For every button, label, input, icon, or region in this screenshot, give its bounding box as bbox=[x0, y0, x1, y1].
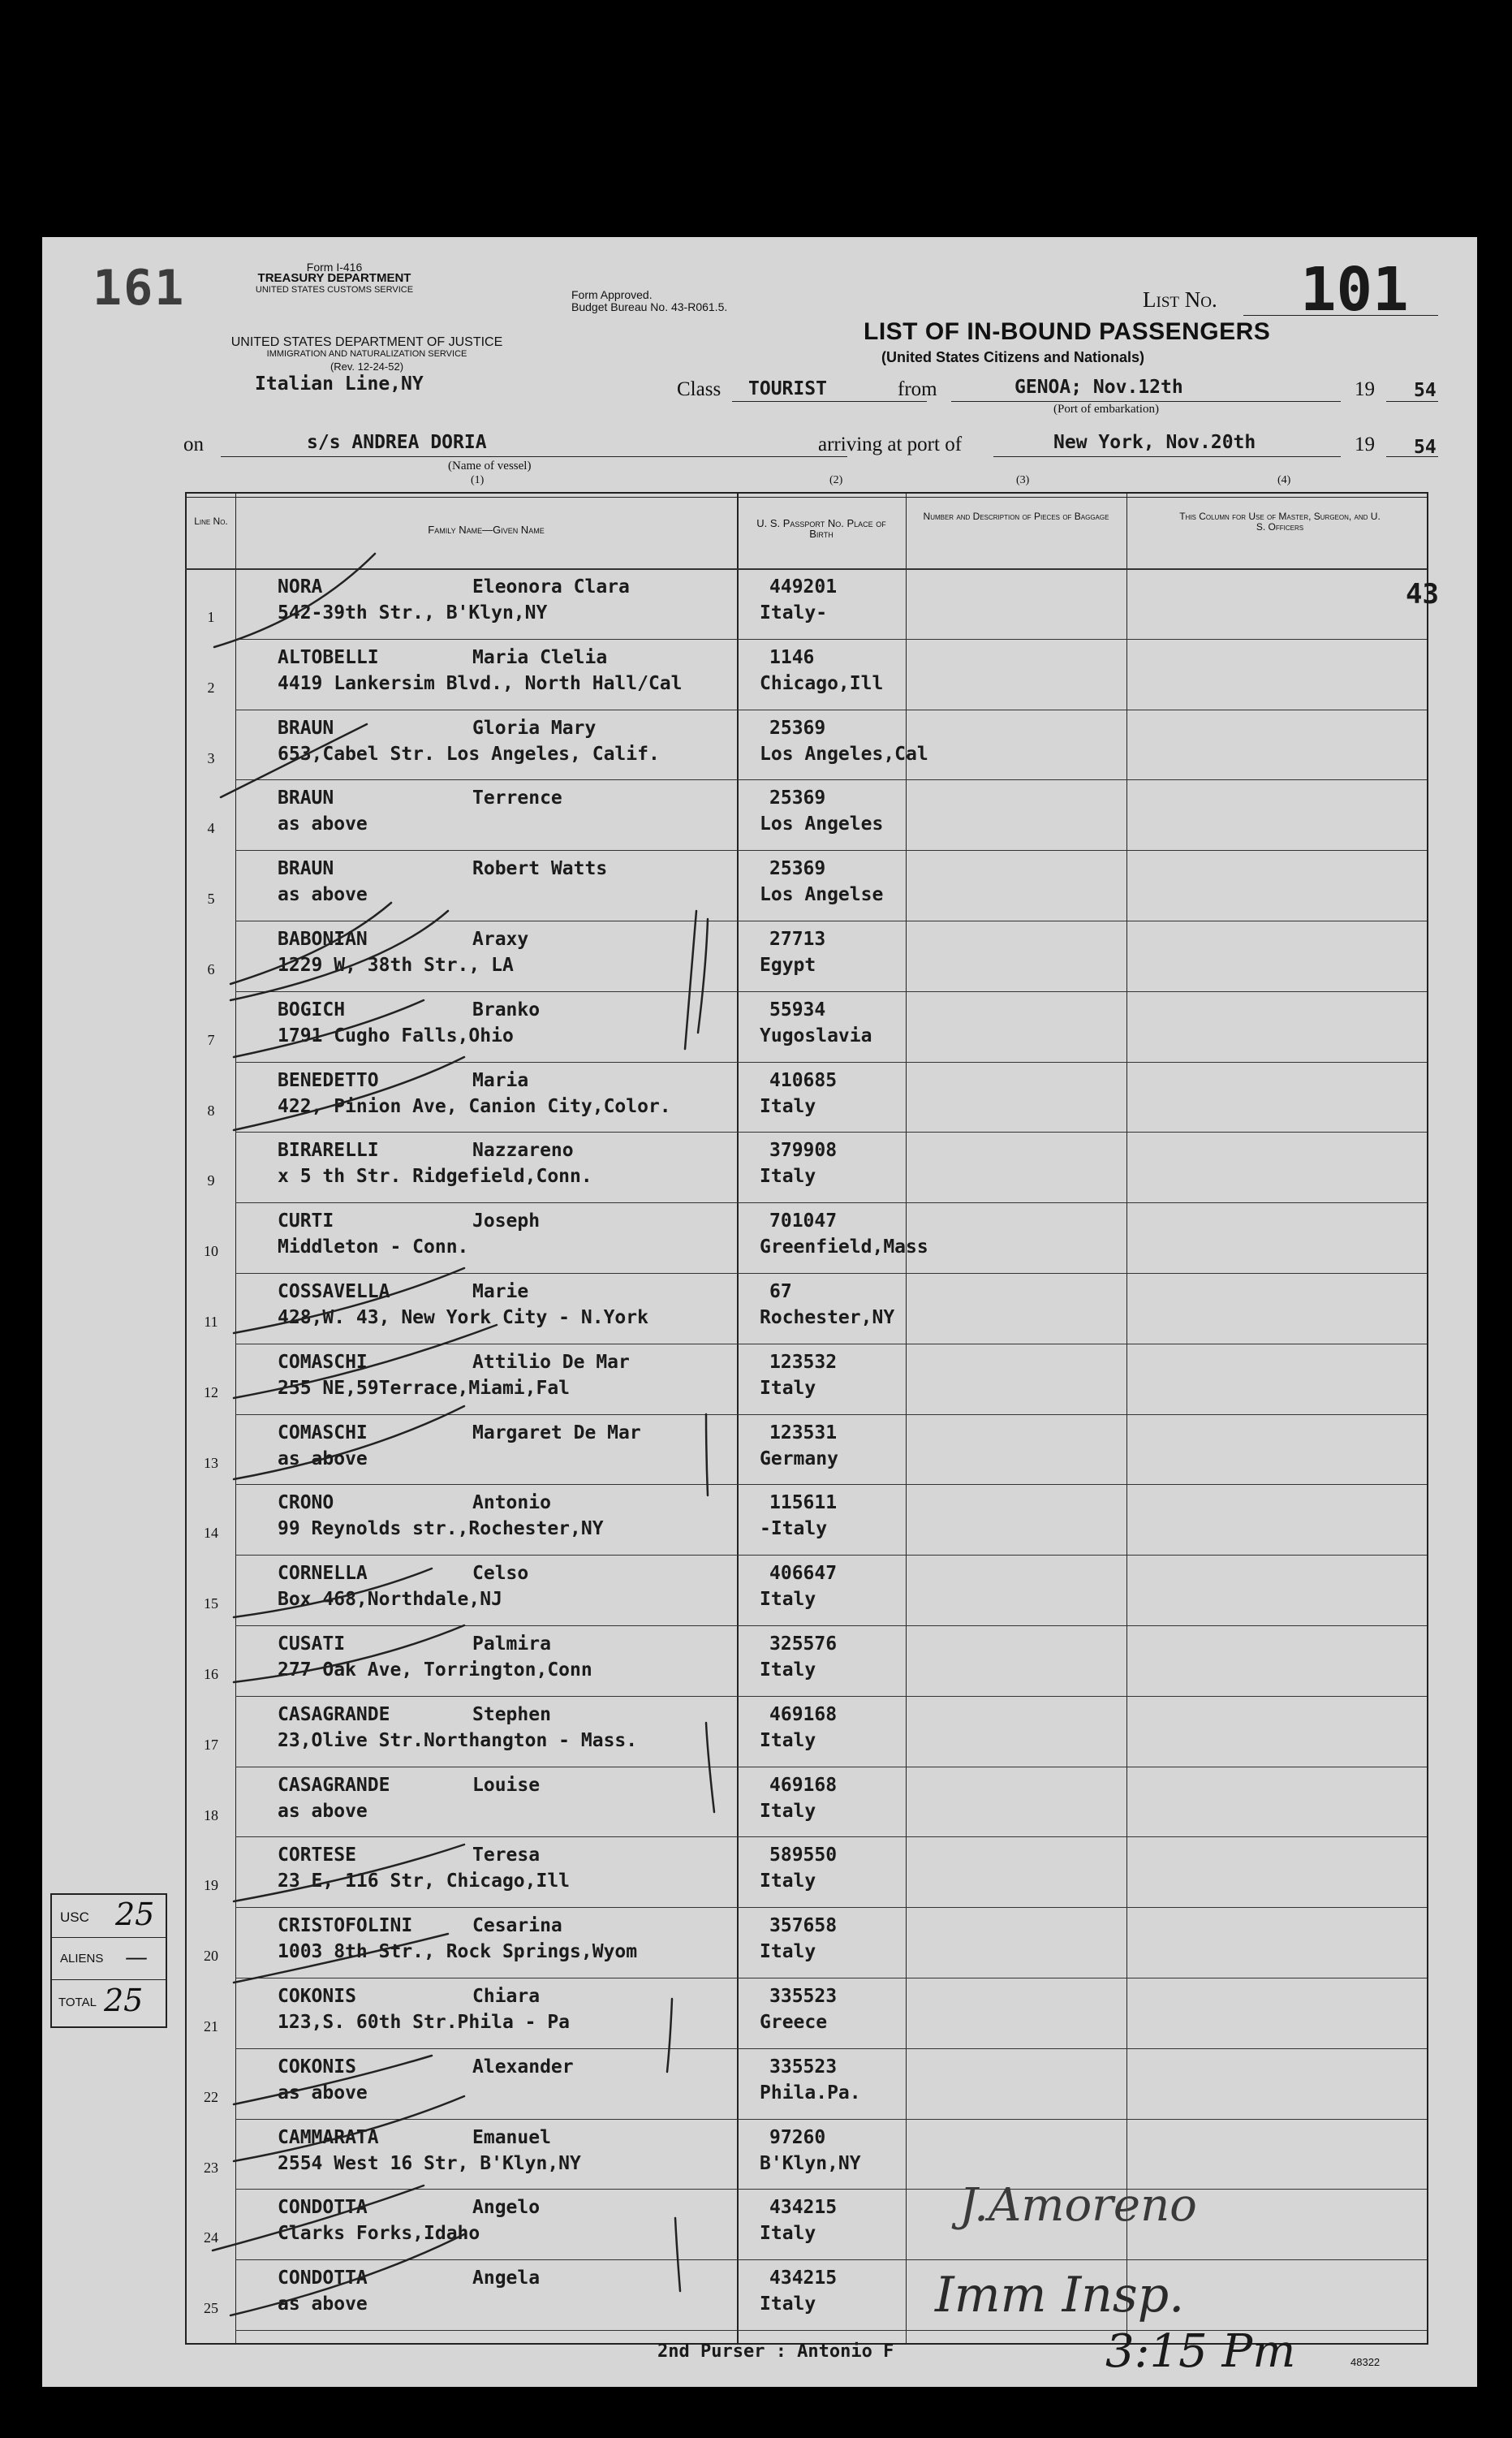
signature-2: Imm Insp. bbox=[935, 2267, 1185, 2324]
port-embarkation-label: (Port of embarkation) bbox=[1053, 403, 1159, 416]
form-number: Form I-416 bbox=[306, 261, 363, 274]
passport-number: 123531 bbox=[769, 1422, 838, 1443]
given-name: Alexander bbox=[472, 2056, 574, 2078]
place-of-birth: Italy bbox=[760, 1941, 816, 1963]
check-marks bbox=[42, 237, 1477, 2387]
given-name: Antonio bbox=[472, 1492, 551, 1514]
manifest-sheet bbox=[42, 237, 1477, 2387]
passport-number: 434215 bbox=[769, 2197, 838, 2219]
line-number: 23 bbox=[204, 2159, 218, 2176]
column-header-passport: U. S. Passport No. Place of Birth bbox=[756, 517, 886, 540]
page-count-note: 43 bbox=[1406, 578, 1439, 611]
passport-number: 25369 bbox=[769, 717, 826, 739]
passport-number: 115611 bbox=[769, 1492, 838, 1514]
line-number: 2 bbox=[207, 679, 215, 696]
list-no-value: 101 bbox=[1300, 255, 1409, 325]
family-name: CONDOTTA bbox=[278, 2197, 368, 2219]
line-number: 5 bbox=[207, 891, 215, 908]
given-name: Louise bbox=[472, 1774, 541, 1796]
given-name: Stephen bbox=[472, 1703, 551, 1725]
family-name: COMASCHI bbox=[278, 1422, 368, 1443]
address: 4419 Lankersim Blvd., North Hall/Cal bbox=[278, 672, 683, 694]
passport-number: 379908 bbox=[769, 1140, 838, 1162]
given-name: Cesarina bbox=[472, 1915, 562, 1937]
given-name: Branko bbox=[472, 999, 541, 1021]
family-name: CRISTOFOLINI bbox=[278, 1915, 413, 1937]
family-name: CORTESE bbox=[278, 1845, 356, 1866]
family-name: BRAUN bbox=[278, 858, 334, 880]
line-number: 3 bbox=[207, 749, 215, 766]
aliens-label: ALIENS bbox=[60, 1952, 104, 1966]
line-number: 19 bbox=[204, 1877, 218, 1894]
line-number: 24 bbox=[204, 2229, 218, 2246]
line-number: 21 bbox=[204, 2018, 218, 2035]
budget-bureau: Budget Bureau No. 43-R061.5. bbox=[571, 300, 728, 313]
address: 99 Reynolds str.,Rochester,NY bbox=[278, 1518, 604, 1540]
column-header-officers: This Column for Use of Master, Surgeon, and U. S. Officers bbox=[1179, 511, 1381, 533]
passport-number: 449201 bbox=[769, 576, 838, 598]
line-number: 12 bbox=[204, 1383, 218, 1400]
place-of-birth: B'Klyn,NY bbox=[760, 2152, 861, 2174]
address: Box 468,Northdale,NJ bbox=[278, 1589, 502, 1611]
given-name: Teresa bbox=[472, 1845, 541, 1866]
family-name: BIRARELLI bbox=[278, 1140, 379, 1162]
treasury-dept: TREASURY DEPARTMENT bbox=[257, 271, 411, 285]
purser-line: 2nd Purser : Antonio F bbox=[657, 2341, 894, 2362]
passport-number: 434215 bbox=[769, 2268, 838, 2289]
passport-number: 325576 bbox=[769, 1633, 838, 1655]
customs-service: UNITED STATES CUSTOMS SERVICE bbox=[255, 285, 414, 295]
address: x 5 th Str. Ridgefield,Conn. bbox=[278, 1166, 592, 1188]
place-of-birth: Italy bbox=[760, 2293, 816, 2315]
address: as above bbox=[278, 1800, 368, 1822]
place-of-birth: Italy bbox=[760, 1871, 816, 1892]
family-name: BOGICH bbox=[278, 999, 346, 1021]
line-number: 14 bbox=[204, 1525, 218, 1542]
line-number: 11 bbox=[204, 1314, 218, 1330]
line-number: 10 bbox=[204, 1243, 218, 1260]
passport-number: 67 bbox=[769, 1281, 792, 1302]
col2-marker: (2) bbox=[829, 474, 843, 486]
family-name: CONDOTTA bbox=[278, 2268, 368, 2289]
place-of-birth: Egypt bbox=[760, 955, 816, 976]
aliens-value: — bbox=[125, 1944, 148, 1970]
total-value: 25 bbox=[104, 1983, 144, 2018]
address: 653,Cabel Str. Los Angeles, Calif. bbox=[278, 743, 660, 765]
family-name: CORNELLA bbox=[278, 1563, 368, 1585]
line-number: 9 bbox=[207, 1172, 215, 1189]
line-number: 25 bbox=[204, 2300, 218, 2317]
given-name: Joseph bbox=[472, 1210, 541, 1232]
signature-1: J.Amoreno bbox=[959, 2179, 1197, 2232]
address: as above bbox=[278, 1448, 368, 1469]
line-number: 17 bbox=[204, 1736, 218, 1753]
passport-number: 357658 bbox=[769, 1915, 838, 1937]
line-number: 22 bbox=[204, 2088, 218, 2105]
line-number: 6 bbox=[207, 961, 215, 977]
line-number: 20 bbox=[204, 1948, 218, 1965]
family-name: COSSAVELLA bbox=[278, 1281, 390, 1302]
family-name: BABONIAN bbox=[278, 929, 368, 950]
address: as above bbox=[278, 2293, 368, 2315]
family-name: CRONO bbox=[278, 1492, 334, 1514]
family-name: BRAUN bbox=[278, 787, 334, 809]
line-number: 7 bbox=[207, 1031, 215, 1048]
address: 123,S. 60th Str.Phila - Pa bbox=[278, 2012, 571, 2033]
passport-number: 335523 bbox=[769, 1986, 838, 2007]
family-name: BENEDETTO bbox=[278, 1069, 379, 1091]
given-name: Attilio De Mar bbox=[472, 1351, 630, 1373]
list-no-label: List No. bbox=[1143, 287, 1217, 312]
printer-code: 48322 bbox=[1350, 2356, 1381, 2368]
place-of-birth: Italy- bbox=[760, 602, 828, 624]
passport-number: 410685 bbox=[769, 1069, 838, 1091]
list-title: LIST OF IN-BOUND PASSENGERS bbox=[864, 318, 1271, 345]
given-name: Maria Clelia bbox=[472, 646, 608, 668]
given-name: Celso bbox=[472, 1563, 529, 1585]
given-name: Chiara bbox=[472, 1986, 541, 2007]
place-of-birth: Greece bbox=[760, 2012, 828, 2033]
address: as above bbox=[278, 884, 368, 906]
address: 542-39th Str., B'Klyn,NY bbox=[278, 602, 548, 624]
given-name: Eleonora Clara bbox=[472, 576, 630, 598]
place-of-birth: Phila.Pa. bbox=[760, 2082, 861, 2104]
place-of-birth: Italy bbox=[760, 1800, 816, 1822]
from-value: GENOA; Nov.12th bbox=[1014, 377, 1183, 398]
place-of-birth: Chicago,Ill bbox=[760, 672, 884, 694]
place-of-birth: Italy bbox=[760, 1589, 816, 1611]
year-1: 54 bbox=[1414, 380, 1437, 401]
address: Middleton - Conn. bbox=[278, 1236, 469, 1258]
given-name: Maria bbox=[472, 1069, 529, 1091]
list-subtitle: (United States Citizens and Nationals) bbox=[881, 349, 1145, 365]
address: as above bbox=[278, 2082, 368, 2104]
place-of-birth: Italy bbox=[760, 1095, 816, 1117]
place-of-birth: Italy bbox=[760, 1377, 816, 1399]
family-name: CURTI bbox=[278, 1210, 334, 1232]
arriving-label: arriving at port of bbox=[818, 434, 963, 455]
passport-number: 97260 bbox=[769, 2126, 826, 2148]
dept-justice: UNITED STATES DEPARTMENT OF JUSTICE bbox=[230, 335, 503, 349]
address: 428,W. 43, New York City - N.York bbox=[278, 1307, 648, 1328]
family-name: COKONIS bbox=[278, 2056, 356, 2078]
family-name: CASAGRANDE bbox=[278, 1774, 390, 1796]
family-name: CAMMARATA bbox=[278, 2126, 379, 2148]
passport-number: 589550 bbox=[769, 1845, 838, 1866]
form-revision: (Rev. 12-24-52) bbox=[330, 360, 404, 373]
place-of-birth: Yugoslavia bbox=[760, 1025, 872, 1046]
column-header-line-no: Line No. bbox=[194, 516, 228, 527]
family-name: CASAGRANDE bbox=[278, 1703, 390, 1725]
passport-number: 25369 bbox=[769, 787, 826, 809]
passport-number: 1146 bbox=[769, 646, 815, 668]
place-of-birth: Italy bbox=[760, 1659, 816, 1681]
address: 255 NE,59Terrace,Miami,Fal bbox=[278, 1377, 571, 1399]
address: as above bbox=[278, 813, 368, 835]
passport-number: 701047 bbox=[769, 1210, 838, 1232]
address: Clarks Forks,Idaho bbox=[278, 2223, 480, 2245]
line-number: 13 bbox=[204, 1454, 218, 1471]
column-header-name: Family Name—Given Name bbox=[428, 524, 545, 536]
given-name: Margaret De Mar bbox=[472, 1422, 641, 1443]
on-label: on bbox=[183, 434, 204, 455]
line-number: 4 bbox=[207, 820, 215, 837]
time-note: 3:15 Pm bbox=[1105, 2325, 1296, 2378]
given-name: Terrence bbox=[472, 787, 562, 809]
column-header-baggage: Number and Description of Pieces of Baggage bbox=[923, 511, 1109, 522]
passport-number: 123532 bbox=[769, 1351, 838, 1373]
arrival-value: New York, Nov.20th bbox=[1053, 432, 1256, 453]
line-number: 1 bbox=[207, 609, 215, 625]
usc-label: USC bbox=[60, 1909, 89, 1925]
passport-number: 25369 bbox=[769, 858, 826, 880]
col1-marker: (1) bbox=[471, 474, 485, 486]
given-name: Marie bbox=[472, 1281, 529, 1302]
address: 2554 West 16 Str, B'Klyn,NY bbox=[278, 2152, 581, 2174]
address: 1791 Cugho Falls,Ohio bbox=[278, 1025, 514, 1046]
passport-number: 27713 bbox=[769, 929, 826, 950]
passport-number: 335523 bbox=[769, 2056, 838, 2078]
address: 23,Olive Str.Northangton - Mass. bbox=[278, 1729, 638, 1751]
sheet-number-stamp: 161 bbox=[93, 260, 186, 317]
usc-value: 25 bbox=[115, 1896, 155, 1932]
place-of-birth: Italy bbox=[760, 2223, 816, 2245]
place-of-birth: Los Angeles,Cal bbox=[760, 743, 928, 765]
from-label: from bbox=[898, 378, 937, 400]
year-prefix-2: 19 bbox=[1355, 434, 1375, 455]
given-name: Palmira bbox=[472, 1633, 551, 1655]
family-name: BRAUN bbox=[278, 717, 334, 739]
given-name: Nazzareno bbox=[472, 1140, 574, 1162]
place-of-birth: -Italy bbox=[760, 1518, 828, 1540]
given-name: Araxy bbox=[472, 929, 529, 950]
passport-number: 469168 bbox=[769, 1703, 838, 1725]
year-prefix-1: 19 bbox=[1355, 378, 1375, 400]
given-name: Angelo bbox=[472, 2197, 541, 2219]
line-number: 8 bbox=[207, 1102, 215, 1119]
family-name: COKONIS bbox=[278, 1986, 356, 2007]
address: 1003 8th Str., Rock Springs,Wyom bbox=[278, 1941, 638, 1963]
family-name: ALTOBELLI bbox=[278, 646, 379, 668]
address: 277 Oak Ave, Torrington,Conn bbox=[278, 1659, 592, 1681]
class-value: TOURIST bbox=[748, 378, 827, 399]
place-of-birth: Los Angelse bbox=[760, 884, 884, 906]
place-of-birth: Rochester,NY bbox=[760, 1307, 895, 1328]
vessel-label: (Name of vessel) bbox=[448, 460, 532, 472]
family-name: NORA bbox=[278, 576, 323, 598]
given-name: Gloria Mary bbox=[472, 717, 597, 739]
line-number: 18 bbox=[204, 1806, 218, 1823]
passport-number: 469168 bbox=[769, 1774, 838, 1796]
vessel-value: s/s ANDREA DORIA bbox=[307, 432, 487, 453]
line-number: 16 bbox=[204, 1666, 218, 1682]
place-of-birth: Italy bbox=[760, 1729, 816, 1751]
place-of-birth: Italy bbox=[760, 1166, 816, 1188]
year-2: 54 bbox=[1414, 437, 1437, 458]
address: 23 E, 116 Str, Chicago,Ill bbox=[278, 1871, 571, 1892]
line-company: Italian Line,NY bbox=[255, 373, 424, 395]
address: 422, Pinion Ave, Canion City,Color. bbox=[278, 1095, 671, 1117]
place-of-birth: Greenfield,Mass bbox=[760, 1236, 928, 1258]
form-approved: Form Approved. bbox=[571, 288, 653, 301]
passport-number: 406647 bbox=[769, 1563, 838, 1585]
family-name: COMASCHI bbox=[278, 1351, 368, 1373]
col4-marker: (4) bbox=[1277, 474, 1291, 486]
family-name: CUSATI bbox=[278, 1633, 346, 1655]
class-label: Class bbox=[677, 378, 722, 400]
place-of-birth: Germany bbox=[760, 1448, 838, 1469]
address: 1229 W, 38th Str., LA bbox=[278, 955, 514, 976]
total-label: TOTAL bbox=[58, 1996, 97, 2009]
given-name: Robert Watts bbox=[472, 858, 608, 880]
ins-service: IMMIGRATION AND NATURALIZATION SERVICE bbox=[266, 349, 467, 359]
passport-number: 55934 bbox=[769, 999, 826, 1021]
line-number: 15 bbox=[204, 1595, 218, 1612]
col3-marker: (3) bbox=[1016, 474, 1030, 486]
place-of-birth: Los Angeles bbox=[760, 813, 884, 835]
given-name: Emanuel bbox=[472, 2126, 551, 2148]
given-name: Angela bbox=[472, 2268, 541, 2289]
